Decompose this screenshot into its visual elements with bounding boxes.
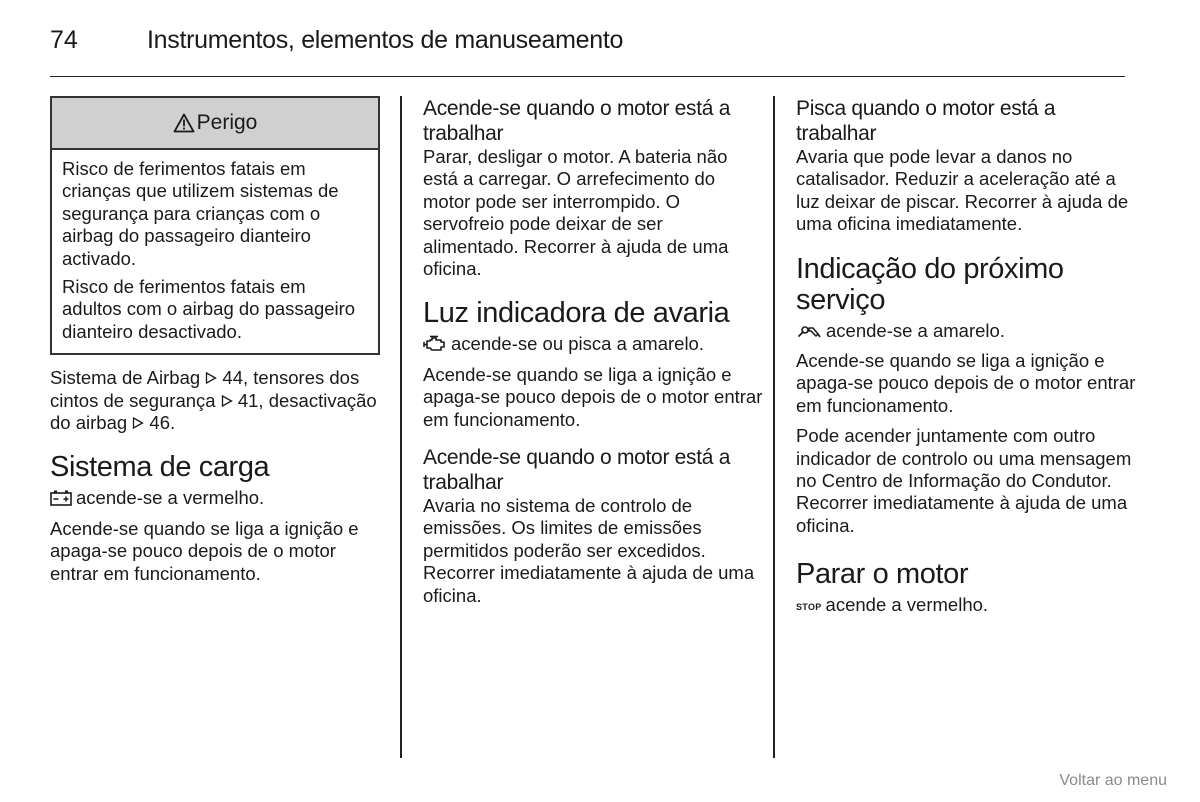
stop-icon: STOP — [796, 602, 822, 613]
column-divider — [773, 96, 775, 758]
back-to-menu-link[interactable]: Voltar ao menu — [1059, 772, 1167, 789]
cross-references — [50, 367, 380, 434]
page-ref-arrow-icon[interactable] — [132, 417, 144, 429]
engine-icon — [423, 335, 447, 352]
charging-indicator-text: acende-se a vermelho. — [76, 487, 265, 509]
ref-text-1: Sistema de Airbag — [50, 367, 206, 389]
danger-header — [52, 98, 378, 150]
danger-title: Perigo — [196, 110, 258, 134]
page-ref-arrow-icon[interactable] — [205, 372, 217, 384]
column-left — [50, 96, 380, 593]
service-desc-1: Acende-se quando se liga a ignição e apaga-se pouco depois de o motor entrar em funcionamento. — [796, 350, 1136, 416]
stop-indicator-text: acende a vermelho. — [825, 594, 989, 616]
danger-text-2: Risco de ferimentos fatais em adultos com o airbag do passageiro dianteiro desactivado. — [62, 276, 356, 342]
stop-indicator-line — [796, 594, 1136, 618]
service-desc-2: Pode acender juntamente com outro indicador de controlo ou uma mensagem no Centro de Informação do Condutor. Recorrer imediatamente à ajuda de uma oficina. — [796, 425, 1132, 536]
engine-running-text-2: Avaria no sistema de controlo de emissões. Os limites de emissões permitidos poderão ser excedidos. Recorrer imediatamente à ajuda de uma oficina. — [423, 495, 755, 606]
warning-triangle-icon — [173, 113, 195, 133]
column-right — [796, 96, 1136, 627]
chapter-title: Instrumentos, elementos de manuseamento — [147, 26, 624, 54]
heading-malfunction-indicator: Luz indicadora de avaria — [423, 297, 730, 330]
wrench-icon — [796, 325, 822, 339]
page-ref-arrow-icon[interactable] — [221, 395, 233, 407]
charging-desc: Acende-se quando se liga a ignição e apaga-se pouco depois de o motor entrar em funcionamento. — [50, 517, 359, 584]
page-number: 74 — [50, 26, 78, 54]
page-header — [50, 24, 1125, 77]
danger-text-1: Risco de ferimentos fatais em crianças que utilizem sistemas de segurança para crianças com o airbag do passageiro dianteiro activado. — [62, 158, 339, 269]
subheading-flashing-engine-running: Pisca quando o motor está a trabalhar — [796, 97, 1056, 145]
heading-stop-engine: Parar o motor — [796, 558, 969, 591]
service-indicator-line — [796, 320, 1136, 342]
engine-running-text-1: Parar, desligar o motor. A bateria não está a carregar. O arrefecimento do motor pode ser interrompido. O servofreio pode deixar de ser alimentado. Recorrer à ajuda de uma oficina. — [423, 146, 729, 280]
ref-text-4[interactable]: 46. — [144, 412, 176, 434]
danger-box — [50, 96, 380, 355]
flashing-text: Avaria que pode levar a danos no catalisador. Reduzir a aceleração até a luz deixar de piscar. Recorrer à ajuda de uma oficina imediatamente. — [796, 146, 1129, 235]
service-indicator-text: acende-se a amarelo. — [826, 319, 1005, 341]
ref-text-3[interactable]: 41, desactivação do airbag — [50, 389, 377, 434]
malfunction-desc: Acende-se quando se liga a ignição e apaga-se pouco depois de o motor entrar em funcionamento. — [423, 363, 763, 430]
danger-body — [52, 150, 378, 353]
column-middle — [423, 96, 763, 615]
column-divider — [400, 96, 402, 758]
subheading-engine-running-1: Acende-se quando o motor está a trabalhar — [423, 97, 731, 145]
heading-charging-system: Sistema de carga — [50, 451, 270, 484]
ref-text-2[interactable]: 44, tensores dos cintos de segurança — [50, 367, 360, 411]
battery-icon — [50, 490, 72, 506]
malfunction-indicator-text: acende-se ou pisca a amarelo. — [451, 333, 704, 355]
charging-indicator-line — [50, 487, 380, 509]
heading-next-service: Indicação do próximo serviço — [796, 252, 1064, 316]
malfunction-indicator-line — [423, 333, 763, 355]
subheading-engine-running-2: Acende-se quando o motor está a trabalhar — [423, 446, 731, 495]
